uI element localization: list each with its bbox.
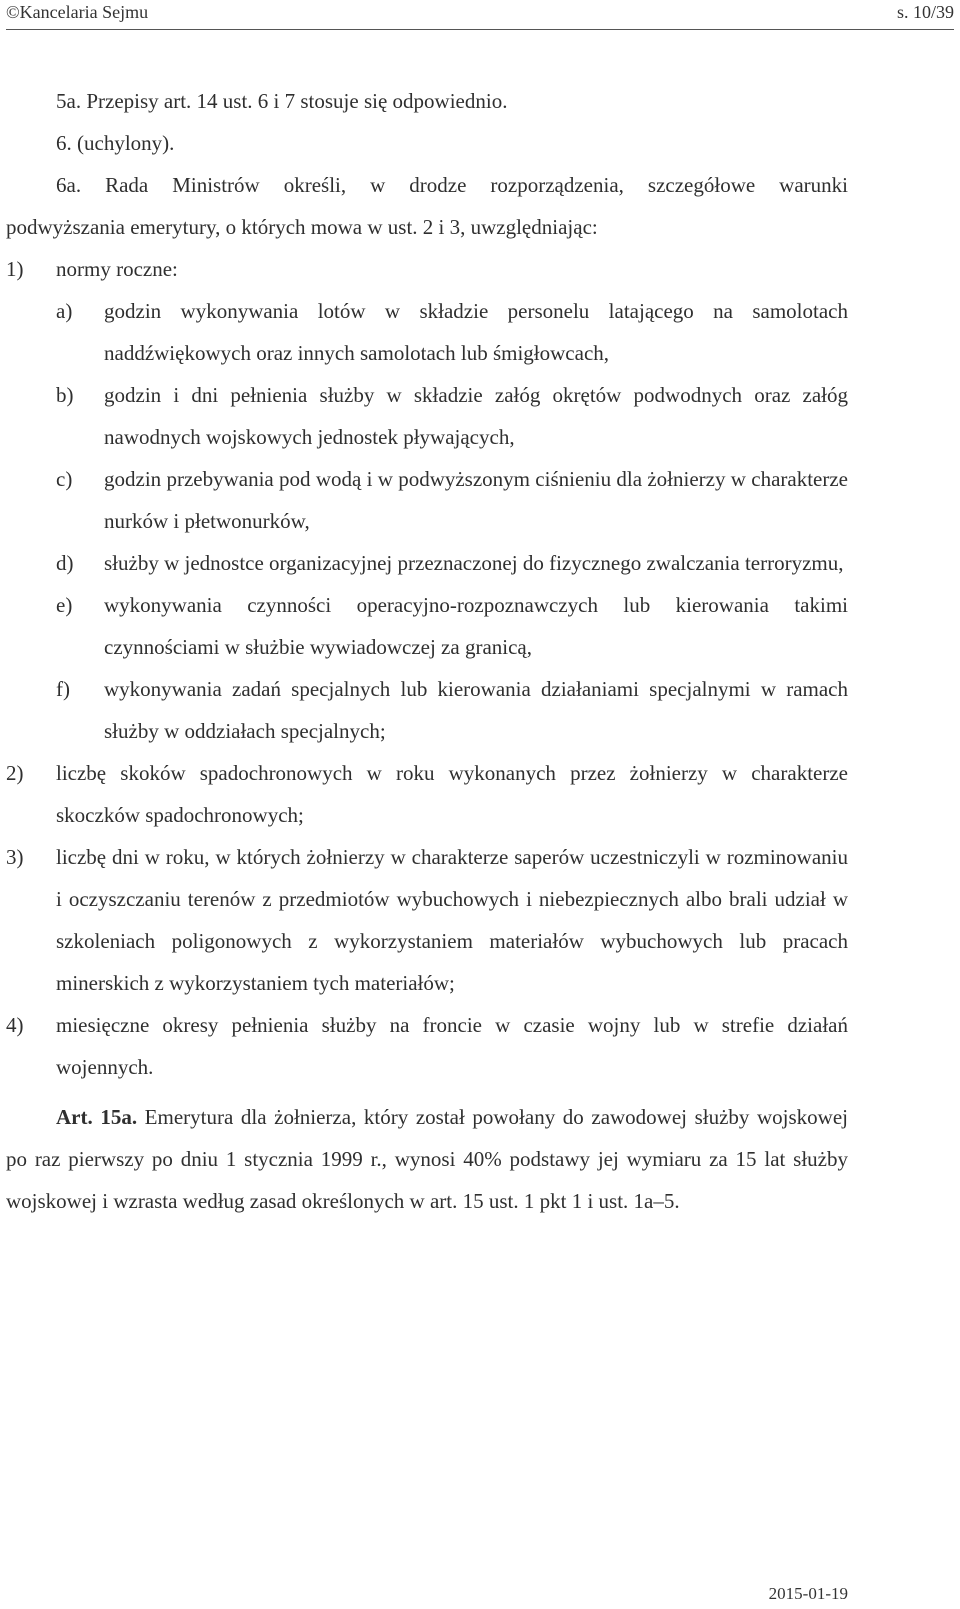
paragraph-6a	[6, 164, 848, 248]
letter-b	[6, 374, 848, 458]
letter-text: godzin i dni pełnienia służby w składzie załóg okrętów podwodnych oraz załóg nawodnych wojskowych jednostek pływających,	[104, 383, 848, 449]
header-page-number: s. 10/39	[896, 2, 954, 22]
letter-text: wykonywania czynności operacyjno-rozpoznawczych lub kierowania takimi czynnościami w służbie wywiadowczej za granicą,	[104, 593, 848, 659]
paragraph-6a-first-line: 6a. Rada Ministrów określi, w drodze rozporządzenia, szczegółowe warunki	[56, 173, 848, 197]
point-text: miesięczne okresy pełnienia służby na froncie w czasie wojny lub w strefie działań wojennych.	[56, 1013, 848, 1079]
letter-number: b)	[56, 383, 74, 407]
article-text: Emerytura dla żołnierza, który został powołany do zawodowej służby wojskowej po raz pierwszy po dniu 1 stycznia 1999 r., wynosi 40% podstawy jej wymiaru za 15 lat służby wojskowej i wzrasta według zasad określonych w art. 15 ust. 1 pkt 1 i ust. 1a–5.	[6, 1105, 848, 1213]
letter-text: służby w jednostce organizacyjnej przeznaczonej do fizycznego zwalczania terroryzmu,	[104, 551, 844, 575]
article-label: Art. 15a.	[56, 1105, 138, 1129]
point-number: 4)	[6, 1013, 24, 1037]
letter-e	[6, 584, 848, 668]
point-number: 3)	[6, 845, 24, 869]
point-text: liczbę dni w roku, w których żołnierzy w charakterze saperów uczestniczyli w rozminowaniu i oczyszczaniu terenów z przedmiotów wybuchowych i niebezpiecznych albo brali udział w szkoleniach poligonowych z wykorzystaniem materiałów wybuchowych lub pracach minerskich z wykorzystaniem tych materiałów;	[56, 845, 848, 995]
letter-number: f)	[56, 677, 70, 701]
letter-c	[6, 458, 848, 542]
document-body	[6, 80, 848, 1222]
article-15a	[6, 1096, 848, 1222]
paragraph-5a: 5a. Przepisy art. 14 ust. 6 i 7 stosuje się odpowiednio.	[56, 89, 508, 113]
letter-number: c)	[56, 467, 73, 491]
point-number: 2)	[6, 761, 24, 785]
point-4	[6, 1004, 848, 1088]
point-text: liczbę skoków spadochronowych w roku wykonanych przez żołnierzy w charakterze skoczków spadochronowych;	[56, 761, 848, 827]
paragraph-6: 6. (uchylony).	[56, 131, 175, 155]
letter-number: e)	[56, 593, 73, 617]
letter-number: d)	[56, 551, 74, 575]
letter-f	[6, 668, 848, 752]
footer-date: 2015-01-19	[768, 1584, 848, 1603]
header-source: ©Kancelaria Sejmu	[6, 2, 149, 22]
point-number: 1)	[6, 257, 24, 281]
point-text: normy roczne:	[56, 257, 178, 281]
letter-a	[6, 290, 848, 374]
letter-text: godzin przebywania pod wodą i w podwyższonym ciśnieniu dla żołnierzy w charakterze nurków i płetwonurków,	[104, 467, 848, 533]
point-2	[6, 752, 848, 836]
point-3	[6, 836, 848, 1004]
letter-d	[6, 542, 848, 584]
page-header	[6, 0, 954, 30]
paragraph-6a-continuation: podwyższania emerytury, o których mowa w ust. 2 i 3, uwzględniając:	[6, 215, 598, 239]
point-1	[6, 248, 848, 290]
letter-text: wykonywania zadań specjalnych lub kierowania działaniami specjalnymi w ramach służby w oddziałach specjalnych;	[104, 677, 848, 743]
letter-number: a)	[56, 299, 73, 323]
letter-text: godzin wykonywania lotów w składzie personelu latającego na samolotach naddźwiękowych oraz innych samolotach lub śmigłowcach,	[104, 299, 848, 365]
